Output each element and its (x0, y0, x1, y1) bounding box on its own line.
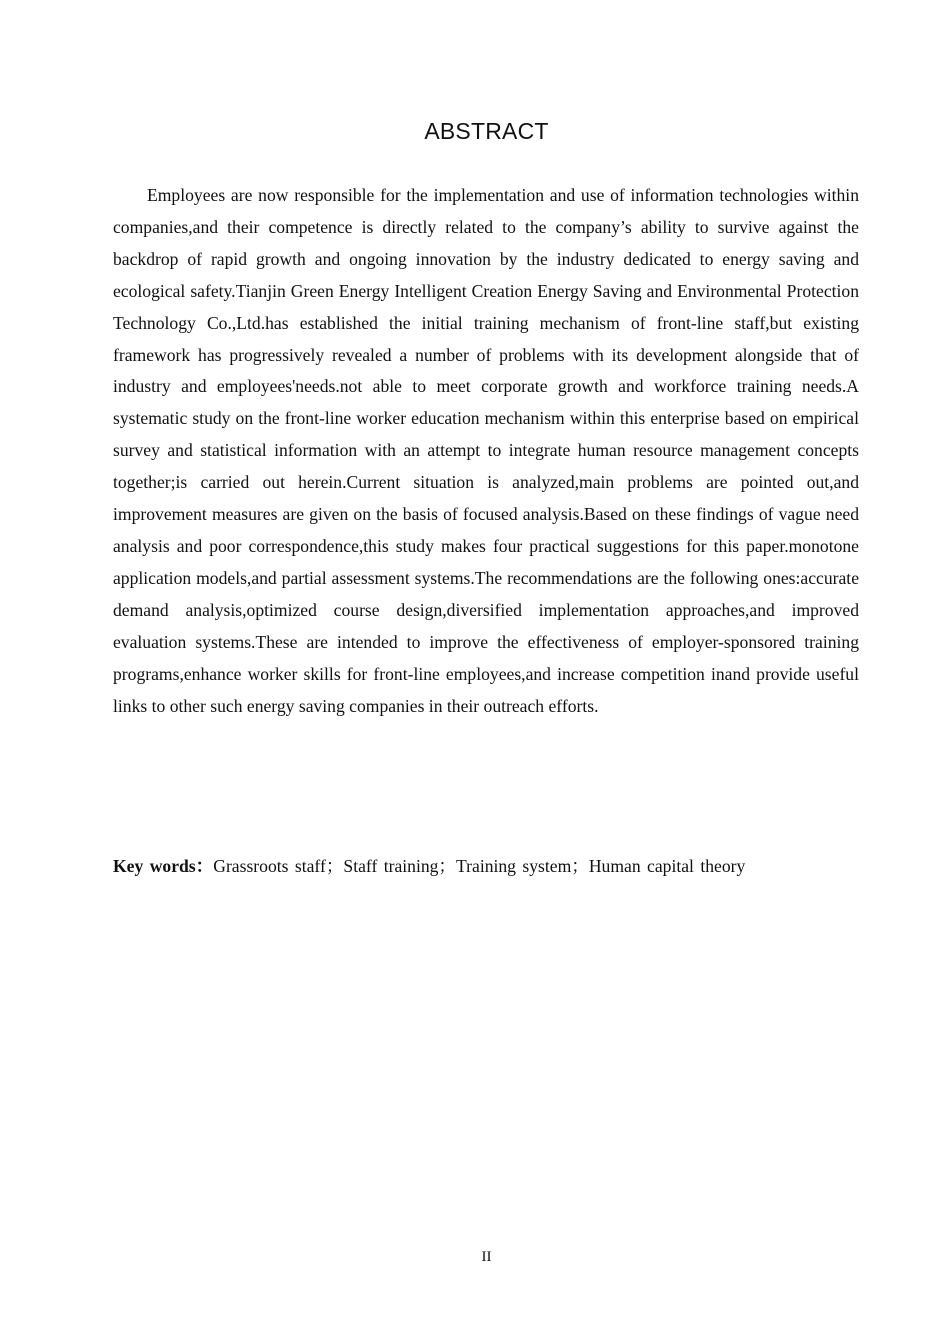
keywords-line (113, 851, 873, 883)
keywords-label: Key words： (113, 856, 214, 876)
abstract-title: ABSTRACT (424, 118, 549, 144)
abstract-body: Employees are now responsible for the implementation and use of information technologies within companies,and their competence is directly related to the company’s ability to survive against the backdrop of rapid growth and ongoing innovation by the industry dedicated to energy saving and ecological safety.Tianjin Green Energy Intelligent Creation Energy Saving and Environmental Protection Technology Co.,Ltd.has established the initial training mechanism of front-line staff,but existing framework has progressively revealed a number of problems with its development alongside that of industry and employees'needs.not able to meet corporate growth and workforce training needs.A systematic study on the front-line worker education mechanism within this enterprise based on empirical survey and statistical information with an attempt to integrate human resource management concepts together;is carried out herein.Current situation is analyzed,main problems are pointed out,and improvement measures are given on the basis of focused analysis.Based on these findings of vague need analysis and poor correspondence,this study makes four practical suggestions for this paper.monotone application models,and partial assessment systems.The recommendations are the following ones:accurate demand analysis,optimized course design,diversified implementation approaches,and improved evaluation systems.These are intended to improve the effectiveness of employer-sponsored training programs,enhance worker skills for front-line employees,and increase competition inand provide useful links to other such energy saving companies in their outreach efforts. (113, 185, 859, 716)
page-number: II (481, 1249, 492, 1265)
keywords-text: Grassroots staff；Staff training；Training system；Human capital theory (213, 856, 746, 876)
